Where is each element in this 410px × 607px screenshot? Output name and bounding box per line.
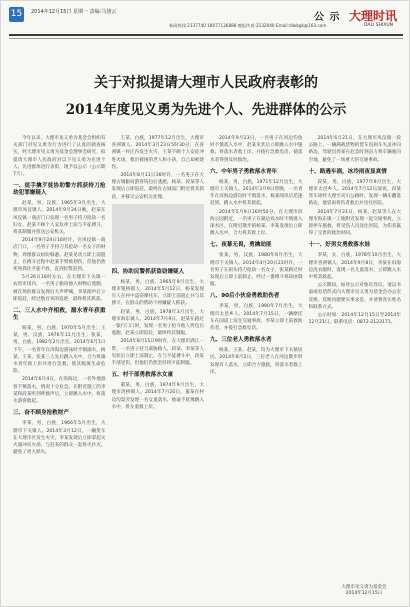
paragraph: 2014年6月4日，在洱海边，一名外地游客不慎落水，情况十分危急。在附近施工的李某和段某听到呼救声后，立即跳入水中，将落水游客救起。 [13, 377, 106, 405]
masthead [9, 7, 403, 35]
article-columns [13, 135, 401, 575]
section-heading: 六、中年男子勇救落水青年 [210, 168, 278, 175]
paragraph: 张某，男，汉族，1980年6月出生，大理市下关镇人。2014年4月20日23时许，一名男子在街头持刀抢劫一名女子，张某路过时发现后立即上前制止，经过一番搏斗将劫匪制服。 [210, 253, 303, 288]
section-heading: 四、协助民警抓获盗窃嫌疑人 [111, 268, 185, 275]
headline-line-2: 2014年度见义勇为先进个人、先进群体的公示 [65, 102, 347, 118]
paragraph: 杨某，男，白族，1971年12月出生，大理市上关镇人。2014年3月9日傍晚，一名青年在洱海边游玩时不慎落水，杨某闻讯后迅速赶到，跳入水中将其救起。 [210, 179, 303, 207]
paragraph: 段某，男，白族，1977年9月出生，大理市太邑乡人。2014年7月12日深夜，段某驾车途经大理至宾川公路时，发现一辆车翻落路边，他冒雨将伤者救出并送往医院。 [308, 179, 401, 207]
article-column [112, 135, 205, 575]
footer-signature [329, 585, 399, 597]
paragraph: 5月26日16时左右，在大理市下关镇一农贸市场内，一名男子偷窃他人财物后逃跑，被在场的群众发现后大声呼喊，李某闻声后立即追赶，经过数百米的追逐，最终将其抓获。 [13, 275, 106, 302]
contact-line: 新闻热线:2137740 18077136888 晚报传真:2132040 Email:dlwbgk@163.com [169, 23, 327, 28]
headline [9, 73, 403, 121]
section-heading: 三、奋不顾身抢救财产 [13, 410, 69, 417]
brand-logo: 大理时讯 [349, 9, 398, 23]
paragraph: 今年以来，大理市见义勇为基金会组织有关部门对见义勇为行为进行了认真的调查核实，经大理市见义勇为基金会理事会研究，拟提请大理市人民政府对以下见义勇为先进个人、先进群体进行表彰，现予以公示（公示期7天）。 [13, 136, 106, 178]
paragraph: 杨某，男，白族，1965年9月出生，大理市银桥镇人。2014年5月12日，杨某发现有人在村中盗窃摩托车，立即上前阻止并与其搏斗，在群众的帮助下将嫌疑人抓获。 [111, 279, 204, 307]
paragraph: 李某，男，白族，1990年7月出生，大理市太邑乡人。2014年7月15日，一辆摩托车在国道上发生交通事故，李某立即上前救助伤者，并拨打急救电话。 [210, 304, 303, 332]
header-rule [9, 34, 403, 36]
paragraph: 杨某、王某、赵某，均为大理市下关镇居民。2014年8月2日，三位老人在河边散步时发现有人落水，立即合力施救，将落水者救上岸。 [210, 348, 303, 375]
paragraph: 2014年9月24日16时许，在凤仪镇一商店门口，一名男子手持刀具抢劫一名女子的财物，周围群众纷纷躲避。赵某见状立即上前阻止，在搏斗过程中赵某手臂被划伤，但他仍然死死抓住歹徒不放，直到民警赶到。 [13, 238, 106, 273]
paragraph: 李某，女，白族，1978年10月出生，大理市喜洲镇人。2014年9月8日，李某在洱海边洗衣服时，发现一名儿童落水，立即跳入水中将其救起。 [308, 253, 401, 281]
section-heading: 十、路遇车祸，冰冷雨夜显真情 [308, 168, 387, 175]
article-column [13, 135, 106, 575]
section-heading: 十一、好男女勇救落水娃 [308, 242, 371, 249]
paragraph: 公示时间：2014年12月15日至2014年12月21日。联系电话：0872-2123171。 [308, 313, 401, 326]
paragraph: 2014年7月21日，杨某、赵某等人在大理市海东镇一工地附近发现一起交通事故，立即停车施救，将受伤人员送往医院，为伤者赢得了宝贵的救治时间。 [308, 209, 401, 237]
paragraph: 赵某，男，白族，1978年3月出生，大理市海东镇人。2014年7月9日，赵某在路过一银行门口时，发现一名男子抢夺他人挎包后逃跑，赵某立即追赶，最终将其制服。 [111, 309, 204, 337]
section-heading: 二、三人水中齐相救，溺水青年获重生 [13, 308, 106, 322]
paragraph: 赵某，男，汉族，1965年3月出生，大理市凤仪镇人。2014年9月24日晚，赵某在凤仪镇一商店门口发现一名男子持刀抢劫一名妇女，赵某不顾个人安危冲上前与歹徒搏斗，将其制服并扭送公安机关。 [13, 201, 106, 236]
brand-subtitle: DALI SHIXUN [364, 23, 394, 28]
paragraph: 王某，白族，1977年12月出生，大理市喜洲镇人。2014年3月23日5时30分，在喜洲镇一村庄内发生火灾，王某不顾个人安危冲进火场，救出被困的老人和小孩，自己却被烧伤。 [111, 136, 204, 170]
paragraph: 2014年8月11日16时许，一名男子在大理古城偷窃游客钱包后逃跑，杨某、段某等人发现后立即追赶，最终在古城南门附近将其抓获，并移交公安机关处理。 [111, 173, 204, 200]
section-heading: 七、夜幕无畏，勇擒劫匪 [210, 242, 272, 249]
headline-line-1: 关于对拟提请大理市人民政府表彰的 [94, 75, 318, 91]
paragraph: 杨某，男，白族，1970年5月出生；王某，男，汉族，1976年11月出生；张某，男，白族，1982年2月出生。2014年6月1日下午，一名青年在洱海边游泳时不慎溺水，杨某、王某、张某三人先后跳入水中，合力将溺水青年救上岸并进行急救，使其脱离生命危险。 [13, 326, 106, 375]
paragraph: 2014年9月23日，一名男子在河边钓鱼时不慎落入水中，赵某见状后立即跳入水中施救，将落水者救上岸，并拨打急救电话，使落水者得到及时救治。 [210, 136, 303, 163]
date-line: 2014年12月15日 星期一 责编:马骁云 [31, 9, 117, 15]
section-heading: 一、徒手擒歹徒协助警方抓获持刀抢劫犯罪嫌疑人 [13, 183, 106, 197]
header-rule-thin [9, 38, 403, 39]
paragraph: 2014年6月21日，在大理市凤仪镇一段公路上，一辆满载货物的货车因刹车失灵冲向路边，驾驶员周某在危急时刻奋力将车辆驶向空地，避免了一场重大的交通事故。 [308, 136, 401, 163]
article-column [210, 135, 303, 575]
paragraph: 2014年8月15日9时许，在大理市满江一带，一名男子持刀威胁路人，段某、李某等人见状后立即上前制止，在与歹徒搏斗中，段某手部受伤，但他们仍然坚持将歹徒制服。 [111, 339, 204, 367]
section-heading: 九、三位老人勇救落水者 [210, 337, 272, 344]
paragraph: 2014年5月9日16时50分，在大理市洱海公园附近，一名男子在湖边戏水时不慎滑入深水区，在附近散步的杨某、李某发现后立即跳入水中，合力将其救上岸。 [210, 209, 303, 237]
article-column [309, 135, 402, 575]
article-photo [112, 204, 205, 264]
section-title: 公 示 [314, 12, 341, 23]
footer-org: 大理市见义勇为基金会 [341, 585, 387, 590]
footer-date: 2014年12月15日 [345, 591, 383, 596]
section-heading: 五、村干部勇救落水女童 [111, 372, 174, 379]
paragraph: 李某，男，白族，1966年5月出生，大理市下关镇人。2014年3月12日，一辆货车在大理市区发生火灾，李某发现后立即拿起灭火器冲向火场，与赶来的群众一起将火扑灭，避免了更大损失。 [13, 421, 106, 456]
paragraph: 董某，男，白族，1974年9月出生，大理市湾桥镇人。2014年7月20日，董某在村边沟渠旁发现一名女童落水，他毫不犹豫跳入水中，将女童救上岸。 [111, 383, 204, 410]
paragraph: 公示期间，如对公示对象有异议，请以书面或电话形式向大理市见义勇为基金会办公室反映。反映问题要实事求是，并请署真实姓名和联系方式。 [308, 283, 401, 310]
section-heading: 八、90后小伙奋勇救助伤者 [210, 293, 280, 300]
page-number-badge: 15 [9, 7, 24, 22]
